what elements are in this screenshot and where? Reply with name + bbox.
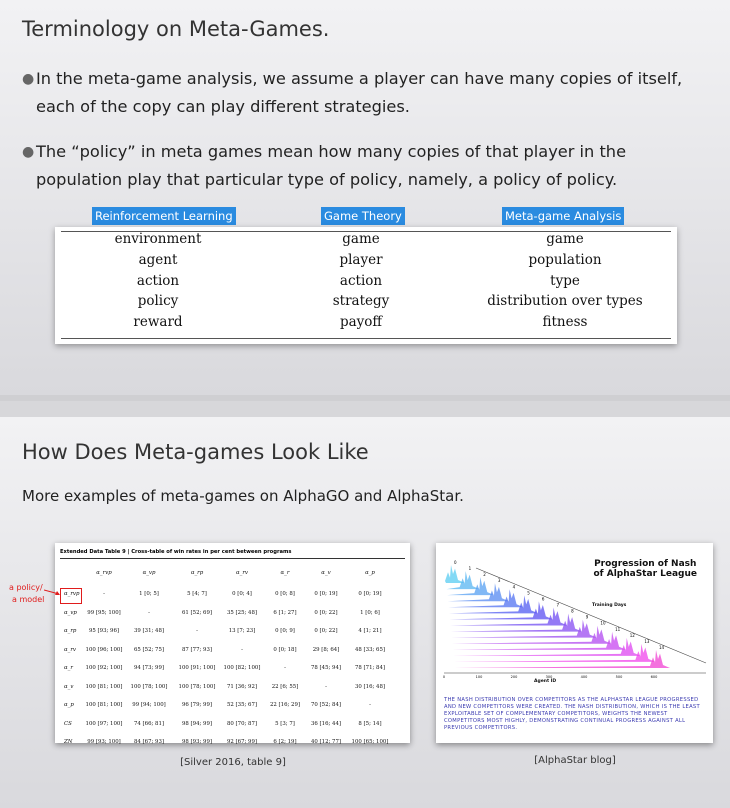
table-cell: 36 [16; 44] xyxy=(310,720,342,727)
table-cell: 100 [81; 100] xyxy=(85,683,123,690)
training-day-label: 7 xyxy=(556,602,560,608)
table-cell: 100 [78; 100] xyxy=(130,683,168,690)
slide2-title: How Does Meta-games Look Like xyxy=(22,440,369,464)
table-cell: 22 [6; 55] xyxy=(271,683,299,690)
row-label: α_r xyxy=(64,665,73,671)
alphastar-caption: [AlphaStar blog] xyxy=(534,755,616,766)
table-cell: 8 [5; 14] xyxy=(358,720,382,727)
cell: game xyxy=(342,231,380,247)
cell: population xyxy=(528,252,602,268)
table-cell: 78 [71; 84] xyxy=(354,665,386,671)
x-tick-label: 300 xyxy=(545,675,553,679)
table-cell: - xyxy=(148,609,150,616)
table-cell: 99 [93; 100] xyxy=(87,739,121,745)
bullet-dot-icon: ● xyxy=(22,71,35,87)
nash-distribution-ridge xyxy=(449,601,552,619)
table-cell: 100 [78; 100] xyxy=(178,683,216,690)
table-cell: 100 [91; 100] xyxy=(178,665,216,671)
row-label: α_rv xyxy=(64,646,76,653)
table-cell: 40 [12; 77] xyxy=(310,739,342,745)
table-cell: 1 [0; 6] xyxy=(360,609,380,616)
training-day-label: 3 xyxy=(497,578,501,584)
table-cell: - xyxy=(103,591,105,597)
table-cell: 78 [45; 94] xyxy=(310,665,342,671)
training-day-label: 11 xyxy=(615,626,621,632)
training-day-label: 10 xyxy=(600,620,606,626)
table-cell: 48 [33; 65] xyxy=(354,646,386,653)
table-cell: 0 [0; 9] xyxy=(275,628,295,634)
table-cell: 98 [93; 99] xyxy=(181,739,213,745)
highlight-box xyxy=(60,588,82,604)
table-row xyxy=(55,231,677,252)
table-cell: 87 [77; 93] xyxy=(181,646,213,653)
bullet-2 xyxy=(22,138,702,194)
bullet-dot-icon: ● xyxy=(22,144,35,160)
bullet-1 xyxy=(22,65,702,121)
annotation-arrow-icon xyxy=(44,588,62,598)
bullet-1-text: In the meta-game analysis, we assume a player can have many copies of itself, each of the copy can play different strategies. xyxy=(36,69,683,116)
row-label: α_rvp xyxy=(64,591,80,597)
table-cell: 100 [96; 100] xyxy=(85,646,123,653)
cell: action xyxy=(136,273,180,289)
table-cell: 70 [52; 84] xyxy=(310,702,342,708)
table-cell: 0 [0; 18] xyxy=(273,646,297,653)
cell: player xyxy=(339,252,383,268)
terminology-table xyxy=(55,227,677,344)
table-cell: 100 [92; 100] xyxy=(85,665,123,671)
table-row xyxy=(55,273,677,294)
cell: action xyxy=(339,273,383,289)
training-day-label: 13 xyxy=(644,638,650,644)
training-day-label: 2 xyxy=(483,572,486,578)
cell: game xyxy=(546,231,584,247)
column-header: α_v xyxy=(321,570,331,576)
training-day-label: 8 xyxy=(571,608,574,614)
silver-table-title: Extended Data Table 9 | Cross-table of win rates in per cent between programs xyxy=(60,549,292,555)
table-cell: 1 [0; 5] xyxy=(139,591,159,597)
table-cell: 6 [1; 27] xyxy=(273,609,297,616)
slide-terminology xyxy=(0,0,730,395)
table-cell: 61 [52; 69] xyxy=(181,609,213,616)
training-day-label: 12 xyxy=(629,632,635,638)
table-cell: 74 [66; 81] xyxy=(133,720,165,727)
x-tick-label: 400 xyxy=(580,675,588,679)
slide1-title: Terminology on Meta-Games. xyxy=(22,17,330,41)
table-cell: 92 [67; 99] xyxy=(226,739,258,745)
table-cell: 71 [36; 92] xyxy=(226,683,258,690)
table-cell: 96 [79; 99] xyxy=(181,702,213,708)
alphastar-description: THE NASH DISTRIBUTION OVER COMPETITORS AS THE ALPHASTAR LEAGUE PROGRESSED AND NEW COMPETITORS WERE CREATED. THE NASH DISTRIBUTION, WHICH IS THE LEAST EXPLOITABLE SET OF COMPLEMENTARY COMPETITORS, WEIGHTS THE NEWEST COMPETITORS MOST HIGHLY, DEMONSTRATING CONTINUAL PROGRESS AGAINST ALL PREVIOUS COMPETITORS. xyxy=(444,697,700,731)
cell: policy xyxy=(137,293,179,309)
column-header: α_rp xyxy=(190,570,204,576)
cell: agent xyxy=(138,252,178,268)
table-cell: 84 [67; 93] xyxy=(133,739,165,745)
table-cell: 4 [1; 21] xyxy=(358,628,382,634)
table-cell: 0 [0; 22] xyxy=(314,609,338,616)
table-cell: 30 [16; 48] xyxy=(354,683,386,690)
table-cell: 0 [0; 22] xyxy=(314,628,338,634)
nash-distribution-ridge xyxy=(451,614,583,632)
x-tick-label: 200 xyxy=(510,675,518,679)
table-cell: 13 [7; 23] xyxy=(228,628,256,634)
table-cell: 0 [0; 19] xyxy=(314,591,338,597)
training-day-label: 5 xyxy=(527,590,530,596)
alphastar-title-line2: of AlphaStar League xyxy=(593,569,697,579)
cell: fitness xyxy=(542,314,588,330)
table-cell: 52 [35; 67] xyxy=(226,702,258,708)
table-cell: 100 [97; 100] xyxy=(85,720,123,727)
row-label: α_p xyxy=(64,702,74,708)
table-cell: 0 [0; 19] xyxy=(358,591,382,597)
table-cell: 95 [93; 96] xyxy=(88,628,120,634)
table-cell: 99 [94; 100] xyxy=(132,702,166,708)
table-cell: 100 [82; 100] xyxy=(223,665,261,671)
table-cell: 100 [65; 100] xyxy=(351,739,389,745)
table-cell: 35 [25; 48] xyxy=(226,609,258,616)
silver-caption: [Silver 2016, table 9] xyxy=(180,757,286,768)
cell: type xyxy=(550,273,580,289)
column-header: α_rv xyxy=(236,570,248,576)
row-label: ZN xyxy=(64,739,73,745)
training-day-label: 4 xyxy=(512,584,516,590)
table-cell: - xyxy=(284,665,286,671)
silver-win-rate-table xyxy=(55,543,410,743)
training-day-label: 1 xyxy=(468,566,472,572)
table-cell: 65 [52; 75] xyxy=(133,646,165,653)
header-reinforcement-learning: Reinforcement Learning xyxy=(92,207,236,225)
row-label: α_rp xyxy=(64,628,77,634)
cell: reward xyxy=(133,314,183,330)
alphastar-title-line1: Progression of Nash xyxy=(594,559,697,569)
table-cell: - xyxy=(369,702,371,708)
column-header: α_p xyxy=(365,570,375,576)
table-bottom-rule xyxy=(61,338,671,339)
table-cell: - xyxy=(241,646,243,653)
column-header: α_vp xyxy=(142,570,156,576)
row-label: α_vp xyxy=(64,609,77,616)
table-cell: - xyxy=(325,683,327,690)
table-row xyxy=(55,293,677,314)
table-cell: 0 [0; 8] xyxy=(275,591,295,597)
agent-id-label: Agent ID xyxy=(534,679,557,684)
table-cell: 99 [95; 100] xyxy=(87,609,121,616)
table-cell: 80 [70; 87] xyxy=(226,720,258,727)
alphastar-nash-chart xyxy=(436,543,713,743)
annotation-line2: a model xyxy=(12,595,45,604)
nash-ridgeline-plot xyxy=(436,543,713,693)
table-row xyxy=(55,252,677,273)
row-label: CS xyxy=(64,720,72,727)
x-tick-label: 0 xyxy=(442,675,446,679)
table-cell: - xyxy=(196,628,198,634)
table-cell: 6 [2; 19] xyxy=(273,739,297,745)
header-game-theory: Game Theory xyxy=(321,207,405,225)
nash-distribution-ridge xyxy=(450,608,568,626)
row-label: α_v xyxy=(64,683,74,690)
cell: environment xyxy=(114,231,202,247)
training-day-label: 6 xyxy=(541,596,545,602)
training-day-label: 9 xyxy=(585,614,589,620)
training-day-label: 14 xyxy=(659,645,665,650)
table-cell: 0 [0; 4] xyxy=(232,591,252,597)
table-cell: 29 [8; 64] xyxy=(312,646,340,653)
slide2-subtitle: More examples of meta-games on AlphaGO and AlphaStar. xyxy=(22,487,464,505)
table-cell: 22 [16; 29] xyxy=(269,702,301,708)
cell: payoff xyxy=(339,314,383,330)
table-cell: 94 [73; 99] xyxy=(133,665,165,671)
column-header: α_rvp xyxy=(96,570,112,576)
x-tick-label: 500 xyxy=(615,675,623,679)
cell: distribution over types xyxy=(487,293,643,309)
training-day-label: 0 xyxy=(454,560,457,565)
header-meta-game-analysis: Meta-game Analysis xyxy=(502,207,624,225)
training-days-label: Training Days xyxy=(592,603,627,608)
cell: strategy xyxy=(332,293,390,309)
column-header: α_r xyxy=(280,570,290,576)
table-cell: 5 [3; 7] xyxy=(275,720,295,727)
table-cell: 98 [94; 99] xyxy=(181,720,213,727)
table-cell: 100 [81; 100] xyxy=(85,702,123,708)
annotation-line1: a policy/ xyxy=(9,583,43,592)
table-cell: 39 [31; 48] xyxy=(133,628,165,634)
silver-table-rule xyxy=(60,558,405,559)
x-tick-label: 100 xyxy=(475,675,483,679)
bullet-2-text: The “policy” in meta games mean how many copies of that player in the population play that particular type of policy, namely, a policy of policy. xyxy=(36,142,627,189)
x-tick-label: 600 xyxy=(650,675,658,679)
table-row xyxy=(55,314,677,335)
table-cell: 5 [4; 7] xyxy=(187,591,207,597)
